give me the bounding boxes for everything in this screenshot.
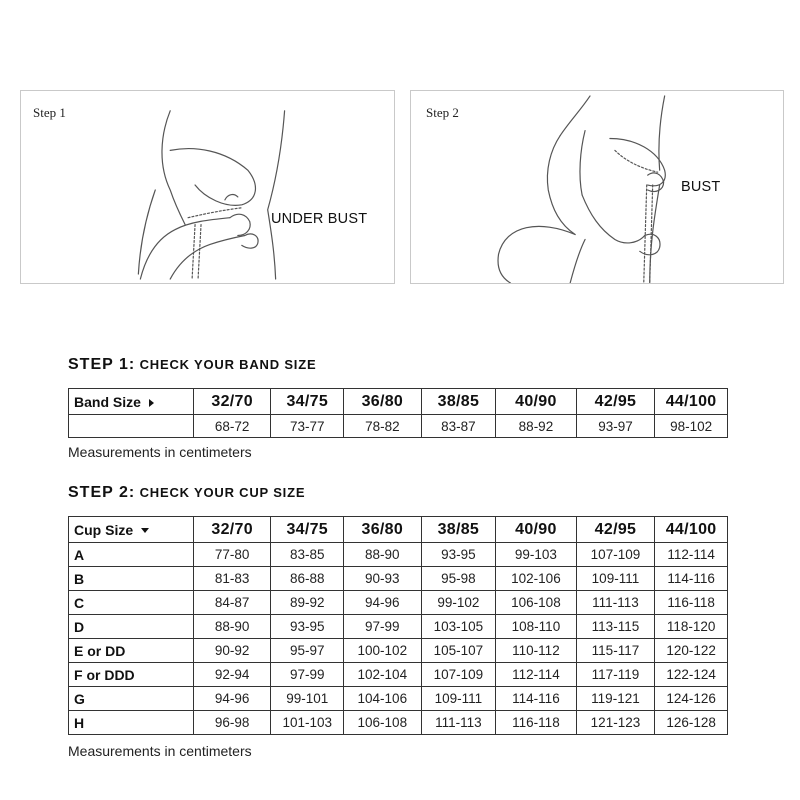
band-range-row xyxy=(69,415,728,438)
cup-value-cell: 93-95 xyxy=(421,543,496,567)
band-size-heading xyxy=(68,356,316,374)
cup-value-cell: 117-119 xyxy=(576,663,655,687)
band-measurement-note: Measurements in centimeters xyxy=(68,444,252,460)
band-heading-text: CHECK YOUR BAND SIZE xyxy=(139,357,317,372)
cup-value-cell: 99-101 xyxy=(271,687,344,711)
cup-size-header: 44/100 xyxy=(655,517,728,543)
table-row xyxy=(69,663,728,687)
band-size-header: 36/80 xyxy=(344,389,422,415)
cup-label-cell: A xyxy=(69,543,194,567)
cup-value-cell: 97-99 xyxy=(271,663,344,687)
cup-value-cell: 90-93 xyxy=(344,567,422,591)
band-range-cell: 78-82 xyxy=(344,415,422,438)
cup-value-cell: 97-99 xyxy=(344,615,422,639)
step1-illustration-panel xyxy=(20,90,395,284)
table-row xyxy=(69,687,728,711)
cup-value-cell: 115-117 xyxy=(576,639,655,663)
band-range-empty-cell xyxy=(69,415,194,438)
cup-value-cell: 88-90 xyxy=(193,615,271,639)
cup-heading-prefix: STEP 2: xyxy=(68,484,136,501)
cup-value-cell: 77-80 xyxy=(193,543,271,567)
band-range-cell: 68-72 xyxy=(193,415,271,438)
cup-size-header: 32/70 xyxy=(193,517,271,543)
band-size-label: Band Size xyxy=(74,393,141,410)
caret-down-icon xyxy=(141,528,149,533)
band-size-header: 38/85 xyxy=(421,389,496,415)
cup-value-cell: 83-85 xyxy=(271,543,344,567)
cup-value-cell: 120-122 xyxy=(655,639,728,663)
cup-value-cell: 116-118 xyxy=(655,591,728,615)
cup-value-cell: 88-90 xyxy=(344,543,422,567)
cup-value-cell: 107-109 xyxy=(576,543,655,567)
band-range-cell: 83-87 xyxy=(421,415,496,438)
cup-value-cell: 124-126 xyxy=(655,687,728,711)
step2-label: Step 2 xyxy=(426,105,459,120)
cup-value-cell: 105-107 xyxy=(421,639,496,663)
band-heading-prefix: STEP 1: xyxy=(68,356,136,373)
cup-value-cell: 81-83 xyxy=(193,567,271,591)
band-size-header: 44/100 xyxy=(655,389,728,415)
cup-value-cell: 109-111 xyxy=(576,567,655,591)
cup-value-cell: 119-121 xyxy=(576,687,655,711)
cup-value-cell: 95-98 xyxy=(421,567,496,591)
cup-value-cell: 93-95 xyxy=(271,615,344,639)
cup-value-cell: 121-123 xyxy=(576,711,655,735)
band-size-header: 32/70 xyxy=(193,389,271,415)
cup-size-heading xyxy=(68,484,305,502)
cup-label-cell: E or DD xyxy=(69,639,194,663)
band-size-label-cell xyxy=(69,389,194,415)
table-row xyxy=(69,567,728,591)
cup-value-cell: 92-94 xyxy=(193,663,271,687)
band-range-cell: 73-77 xyxy=(271,415,344,438)
cup-value-cell: 90-92 xyxy=(193,639,271,663)
cup-size-header: 40/90 xyxy=(496,517,577,543)
cup-label-cell: B xyxy=(69,567,194,591)
band-range-cell: 98-102 xyxy=(655,415,728,438)
bust-figure-drawing xyxy=(411,91,783,283)
cup-value-cell: 103-105 xyxy=(421,615,496,639)
cup-value-cell: 84-87 xyxy=(193,591,271,615)
cup-value-cell: 102-104 xyxy=(344,663,422,687)
cup-value-cell: 111-113 xyxy=(576,591,655,615)
cup-value-cell: 106-108 xyxy=(344,711,422,735)
step2-illustration-panel xyxy=(410,90,784,284)
cup-value-cell: 108-110 xyxy=(496,615,577,639)
cup-value-cell: 94-96 xyxy=(193,687,271,711)
cup-label-cell: C xyxy=(69,591,194,615)
cup-size-header: 42/95 xyxy=(576,517,655,543)
cup-label-cell: H xyxy=(69,711,194,735)
cup-value-cell: 113-115 xyxy=(576,615,655,639)
cup-value-cell: 112-114 xyxy=(496,663,577,687)
table-row xyxy=(69,615,728,639)
cup-value-cell: 118-120 xyxy=(655,615,728,639)
cup-value-cell: 95-97 xyxy=(271,639,344,663)
cup-size-label-cell xyxy=(69,517,194,543)
cup-label-cell: F or DDD xyxy=(69,663,194,687)
table-row xyxy=(69,711,728,735)
cup-value-cell: 116-118 xyxy=(496,711,577,735)
cup-value-cell: 100-102 xyxy=(344,639,422,663)
cup-label-cell: D xyxy=(69,615,194,639)
table-row xyxy=(69,591,728,615)
cup-size-header: 36/80 xyxy=(344,517,422,543)
caret-right-icon xyxy=(149,399,154,407)
cup-value-cell: 102-106 xyxy=(496,567,577,591)
cup-value-cell: 96-98 xyxy=(193,711,271,735)
under-bust-figure-drawing xyxy=(21,91,394,283)
band-range-cell: 93-97 xyxy=(576,415,655,438)
cup-size-header-row xyxy=(69,517,728,543)
cup-value-cell: 101-103 xyxy=(271,711,344,735)
cup-value-cell: 86-88 xyxy=(271,567,344,591)
band-size-header-row xyxy=(69,389,728,415)
cup-label-cell: G xyxy=(69,687,194,711)
cup-value-cell: 110-112 xyxy=(496,639,577,663)
cup-size-label: Cup Size xyxy=(74,521,134,538)
cup-value-cell: 99-102 xyxy=(421,591,496,615)
cup-value-cell: 111-113 xyxy=(421,711,496,735)
cup-value-cell: 122-124 xyxy=(655,663,728,687)
table-row xyxy=(69,639,728,663)
band-size-header: 42/95 xyxy=(576,389,655,415)
cup-measurement-note: Measurements in centimeters xyxy=(68,743,252,759)
cup-size-table xyxy=(68,516,728,735)
cup-value-cell: 106-108 xyxy=(496,591,577,615)
cup-value-cell: 89-92 xyxy=(271,591,344,615)
table-row xyxy=(69,543,728,567)
cup-size-header: 38/85 xyxy=(421,517,496,543)
cup-value-cell: 126-128 xyxy=(655,711,728,735)
band-size-header: 34/75 xyxy=(271,389,344,415)
cup-value-cell: 114-116 xyxy=(655,567,728,591)
cup-value-cell: 104-106 xyxy=(344,687,422,711)
cup-value-cell: 99-103 xyxy=(496,543,577,567)
cup-value-cell: 109-111 xyxy=(421,687,496,711)
cup-heading-text: CHECK YOUR CUP SIZE xyxy=(139,485,306,500)
under-bust-callout: UNDER BUST xyxy=(271,211,368,227)
cup-value-cell: 112-114 xyxy=(655,543,728,567)
cup-size-header: 34/75 xyxy=(271,517,344,543)
cup-value-cell: 94-96 xyxy=(344,591,422,615)
band-range-cell: 88-92 xyxy=(496,415,577,438)
step1-label: Step 1 xyxy=(33,105,66,120)
band-size-header: 40/90 xyxy=(496,389,577,415)
cup-value-cell: 107-109 xyxy=(421,663,496,687)
cup-value-cell: 114-116 xyxy=(496,687,577,711)
bust-callout: BUST xyxy=(681,179,721,195)
band-size-table xyxy=(68,388,728,438)
